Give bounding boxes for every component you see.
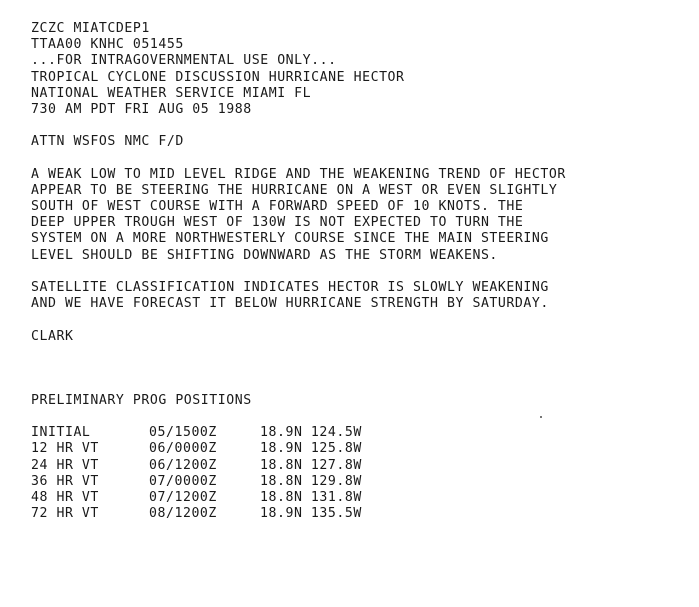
paragraph-line: APPEAR TO BE STEERING THE HURRICANE ON A WEST OR EVEN SLIGHTLY	[31, 182, 558, 198]
forecaster-signature: CLARK	[31, 328, 74, 344]
prog-position: 18.9N 125.8W	[260, 441, 362, 457]
paragraph-line: LEVEL SHOULD BE SHIFTING DOWNWARD AS THE STORM WEAKENS.	[31, 247, 498, 263]
header-line: NATIONAL WEATHER SERVICE MIAMI FL	[31, 85, 312, 101]
discussion-paragraph-2	[31, 280, 681, 312]
prog-position: 18.8N 129.8W	[260, 473, 362, 489]
prog-label: 72 HR VT	[31, 506, 99, 522]
header-line: 730 AM PDT FRI AUG 05 1988	[31, 101, 252, 117]
table-row	[31, 490, 681, 506]
prog-table	[31, 425, 681, 522]
table-row	[31, 474, 681, 490]
prog-time: 07/0000Z	[149, 473, 217, 489]
prog-position: 18.9N 135.5W	[260, 506, 362, 522]
prog-label: INITIAL	[31, 425, 91, 441]
paragraph-line: SOUTH OF WEST COURSE WITH A FORWARD SPEED OF 10 KNOTS. THE	[31, 199, 524, 215]
paragraph-line: SYSTEM ON A MORE NORTHWESTERLY COURSE SINCE THE MAIN STEERING	[31, 231, 549, 247]
prog-title: PRELIMINARY PROG POSITIONS	[31, 392, 252, 408]
bulletin-header	[31, 21, 681, 118]
prog-position: 18.8N 127.8W	[260, 457, 362, 473]
prog-time: 06/1200Z	[149, 457, 217, 473]
spacer	[31, 312, 681, 328]
spacer	[31, 409, 681, 425]
prog-time: 07/1200Z	[149, 489, 217, 505]
header-line: TTAA00 KNHC 051455	[31, 37, 184, 53]
header-line: ZCZC MIATCDEP1	[31, 21, 150, 36]
prog-time: 05/1500Z	[149, 425, 217, 441]
scan-speck	[540, 416, 542, 418]
paragraph-line: SATELLITE CLASSIFICATION INDICATES HECTOR IS SLOWLY WEAKENING	[31, 280, 549, 295]
table-row	[31, 425, 681, 441]
bulletin-document	[31, 21, 681, 522]
prog-position: 18.8N 131.8W	[260, 489, 362, 505]
spacer	[31, 118, 681, 134]
prog-time: 06/0000Z	[149, 441, 217, 457]
prog-label: 48 HR VT	[31, 489, 99, 505]
attn-line: ATTN WSFOS NMC F/D	[31, 134, 184, 150]
header-line: TROPICAL CYCLONE DISCUSSION HURRICANE HECTOR	[31, 69, 405, 85]
table-row	[31, 441, 681, 457]
prog-position: 18.9N 124.5W	[260, 425, 362, 441]
paragraph-line: AND WE HAVE FORECAST IT BELOW HURRICANE STRENGTH BY SATURDAY.	[31, 296, 549, 312]
spacer	[31, 345, 681, 393]
prog-time: 08/1200Z	[149, 506, 217, 522]
table-row	[31, 506, 681, 522]
prog-label: 36 HR VT	[31, 473, 99, 489]
discussion-paragraph-1	[31, 167, 681, 264]
spacer	[31, 264, 681, 280]
spacer	[31, 151, 681, 167]
prog-label: 12 HR VT	[31, 441, 99, 457]
prog-label: 24 HR VT	[31, 457, 99, 473]
header-line: ...FOR INTRAGOVERNMENTAL USE ONLY...	[31, 53, 337, 69]
table-row	[31, 458, 681, 474]
paragraph-line: A WEAK LOW TO MID LEVEL RIDGE AND THE WEAKENING TREND OF HECTOR	[31, 166, 566, 182]
paragraph-line: DEEP UPPER TROUGH WEST OF 130W IS NOT EXPECTED TO TURN THE	[31, 215, 524, 231]
